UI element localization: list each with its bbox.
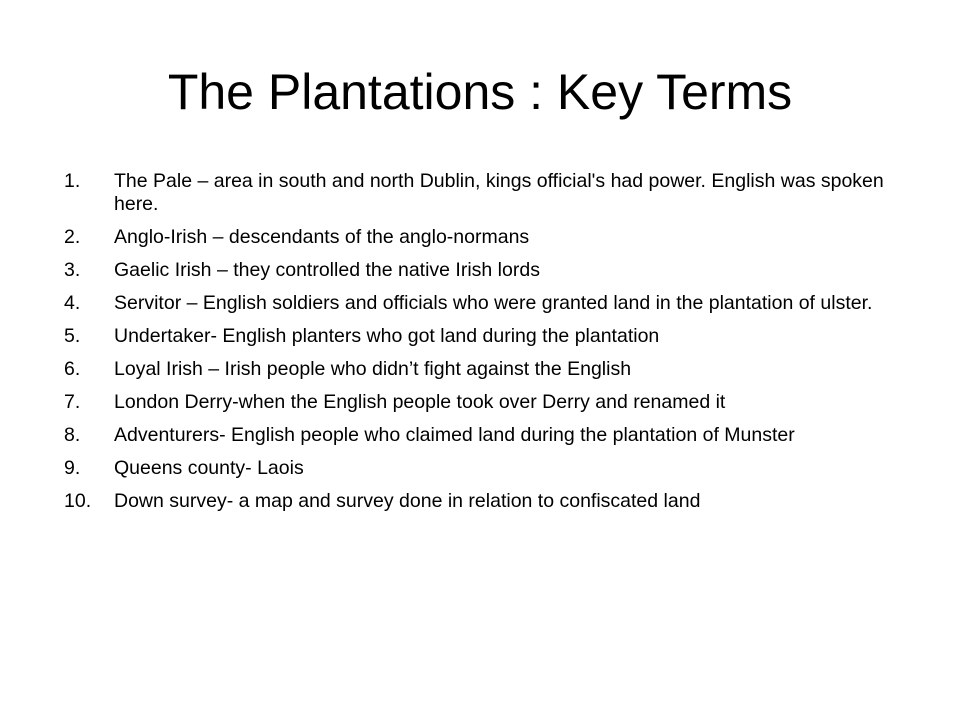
list-item-number: 10. [64, 490, 92, 512]
list-item [64, 358, 904, 381]
list-item-text: Anglo-Irish – descendants of the anglo-normans [114, 226, 530, 248]
list-item-text: Down survey- a map and survey done in relation to confiscated land [114, 490, 701, 512]
list-item-number: 1. [64, 170, 81, 192]
list-item [64, 226, 904, 249]
list-item-number: 5. [64, 325, 81, 347]
list-item-number: 9. [64, 457, 81, 479]
list-item-number: 3. [64, 259, 81, 281]
list-item-number: 4. [64, 292, 81, 314]
list-item [64, 325, 904, 348]
list-item-text: Servitor – English soldiers and officials who were granted land in the plantation of ulster. [114, 292, 873, 314]
list-item-text: Gaelic Irish – they controlled the native Irish lords [114, 259, 540, 281]
list-item-text: Undertaker- English planters who got land during the plantation [114, 325, 660, 347]
list-item-number: 6. [64, 358, 81, 380]
list-item [64, 259, 904, 282]
slide-title: The Plantations : Key Terms [167, 64, 793, 120]
list-item-text: Queens county- Laois [114, 457, 304, 479]
list-item-number: 8. [64, 424, 81, 446]
list-item-text: Adventurers- English people who claimed land during the plantation of Munster [114, 424, 795, 446]
list-item-text: London Derry-when the English people took over Derry and renamed it [114, 391, 726, 413]
list-item [64, 457, 904, 480]
list-item-number: 7. [64, 391, 81, 413]
list-item [64, 424, 904, 447]
list-item [64, 170, 904, 216]
list-item-text: Loyal Irish – Irish people who didn’t fight against the English [114, 358, 632, 380]
list-item-text: The Pale – area in south and north Dublin, kings official's had power. English was spoken here. [114, 170, 884, 215]
list-item [64, 292, 904, 315]
key-terms-list [64, 170, 904, 523]
list-item-number: 2. [64, 226, 81, 248]
list-item [64, 391, 904, 414]
list-item [64, 490, 904, 513]
